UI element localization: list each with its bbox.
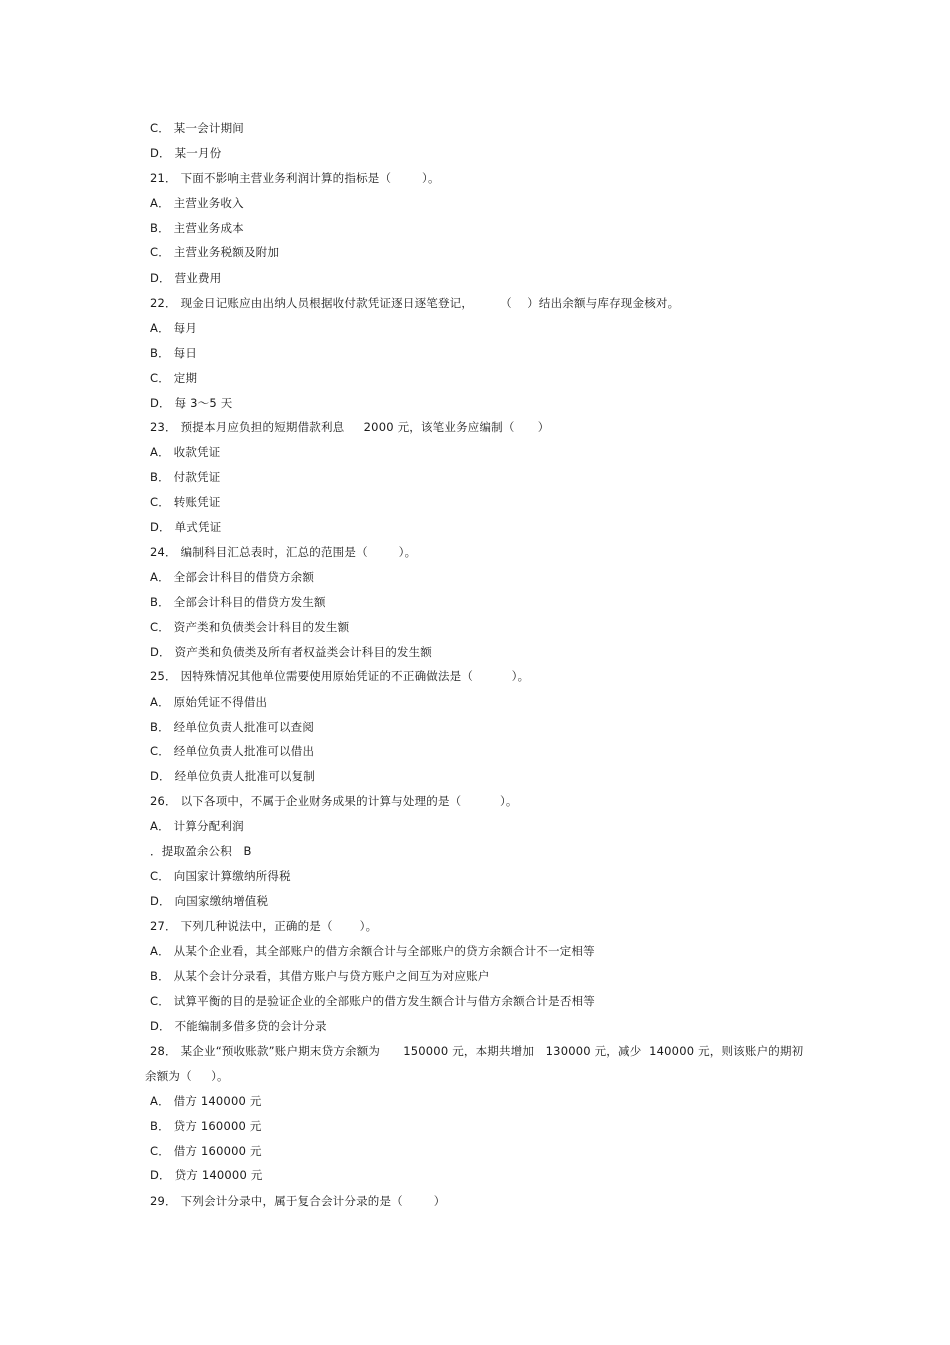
option-c-line: C． 某一会计期间 [150, 121, 244, 135]
q21-option-b: B． 主营业务成本 [150, 221, 244, 235]
q27-option-a: A． 从某个企业看，其全部账户的借方余额合计与全部账户的贷方余额合计不一定相等 [150, 944, 595, 958]
q28-option-b: B． 贷方 160000 元 [150, 1119, 262, 1133]
question-24: 24． 编制科目汇总表时，汇总的范围是（ ）。 [150, 545, 417, 559]
q22-option-b: B． 每日 [150, 346, 198, 360]
q23-option-c: C． 转账凭证 [150, 495, 221, 509]
q25-option-d: D． 经单位负责人批准可以复制 [150, 769, 316, 783]
question-27: 27． 下列几种说法中，正确的是（ ）。 [150, 919, 378, 933]
q24-option-c: C． 资产类和负债类会计科目的发生额 [150, 620, 350, 634]
q26-option-c: C． 向国家计算缴纳所得税 [150, 869, 291, 883]
q25-option-a: A． 原始凭证不得借出 [150, 695, 268, 709]
q21-option-c: C． 主营业务税额及附加 [150, 245, 280, 259]
q23-option-b: B． 付款凭证 [150, 470, 221, 484]
q28-option-a: A． 借方 140000 元 [150, 1094, 262, 1108]
q21-option-d: D． 营业费用 [150, 271, 222, 285]
question-21: 21． 下面不影响主营业务利润计算的指标是（ ）。 [150, 171, 440, 185]
q25-option-b: B． 经单位负责人批准可以查阅 [150, 720, 315, 734]
q23-option-a: A． 收款凭证 [150, 445, 221, 459]
q27-option-b: B． 从某个会计分录看，其借方账户与贷方账户之间互为对应账户 [150, 969, 490, 983]
q21-option-a: A． 主营业务收入 [150, 196, 244, 210]
q28-option-d: D． 贷方 140000 元 [150, 1168, 263, 1182]
q26-option-b: ．提取盈余公积 B [150, 844, 252, 858]
question-22: 22． 现金日记账应由出纳人员根据收付款凭证逐日逐笔登记， （ ）结出余额与库存现金核对。 [150, 296, 680, 310]
q22-option-a: A． 每月 [150, 321, 198, 335]
q22-option-d: D． 每 3～5 天 [150, 396, 233, 410]
question-25: 25． 因特殊情况其他单位需要使用原始凭证的不正确做法是（ ）。 [150, 669, 530, 683]
q28-option-c: C． 借方 160000 元 [150, 1144, 262, 1158]
question-26: 26． 以下各项中，不属于企业财务成果的计算与处理的是（ ）。 [150, 794, 518, 808]
q27-option-d: D． 不能编制多借多贷的会计分录 [150, 1019, 327, 1033]
q27-option-c: C． 试算平衡的目的是验证企业的全部账户的借方发生额合计与借方余额合计是否相等 [150, 994, 595, 1008]
q24-option-b: B． 全部会计科目的借贷方发生额 [150, 595, 326, 609]
q25-option-c: C． 经单位负责人批准可以借出 [150, 744, 315, 758]
q26-option-d: D． 向国家缴纳增值税 [150, 894, 269, 908]
q22-option-c: C． 定期 [150, 371, 198, 385]
option-d-line: D． 某一月份 [150, 146, 222, 160]
q26-option-a: A． 计算分配利润 [150, 819, 244, 833]
q24-option-d: D． 资产类和负债类及所有者权益类会计科目的发生额 [150, 645, 433, 659]
q24-option-a: A． 全部会计科目的借贷方余额 [150, 570, 315, 584]
question-28: 28． 某企业“预收账款”账户期末贷方余额为 150000 元，本期共增加 130000 元，减少 140000 元，则该账户的期初 [150, 1044, 804, 1058]
question-28-continued: 余额为（ ）。 [145, 1069, 229, 1083]
q23-option-d: D． 单式凭证 [150, 520, 222, 534]
question-23: 23． 预提本月应负担的短期借款利息 2000 元，该笔业务应编制（ ） [150, 420, 550, 434]
question-29: 29． 下列会计分录中，属于复合会计分录的是（ ） [150, 1194, 446, 1208]
